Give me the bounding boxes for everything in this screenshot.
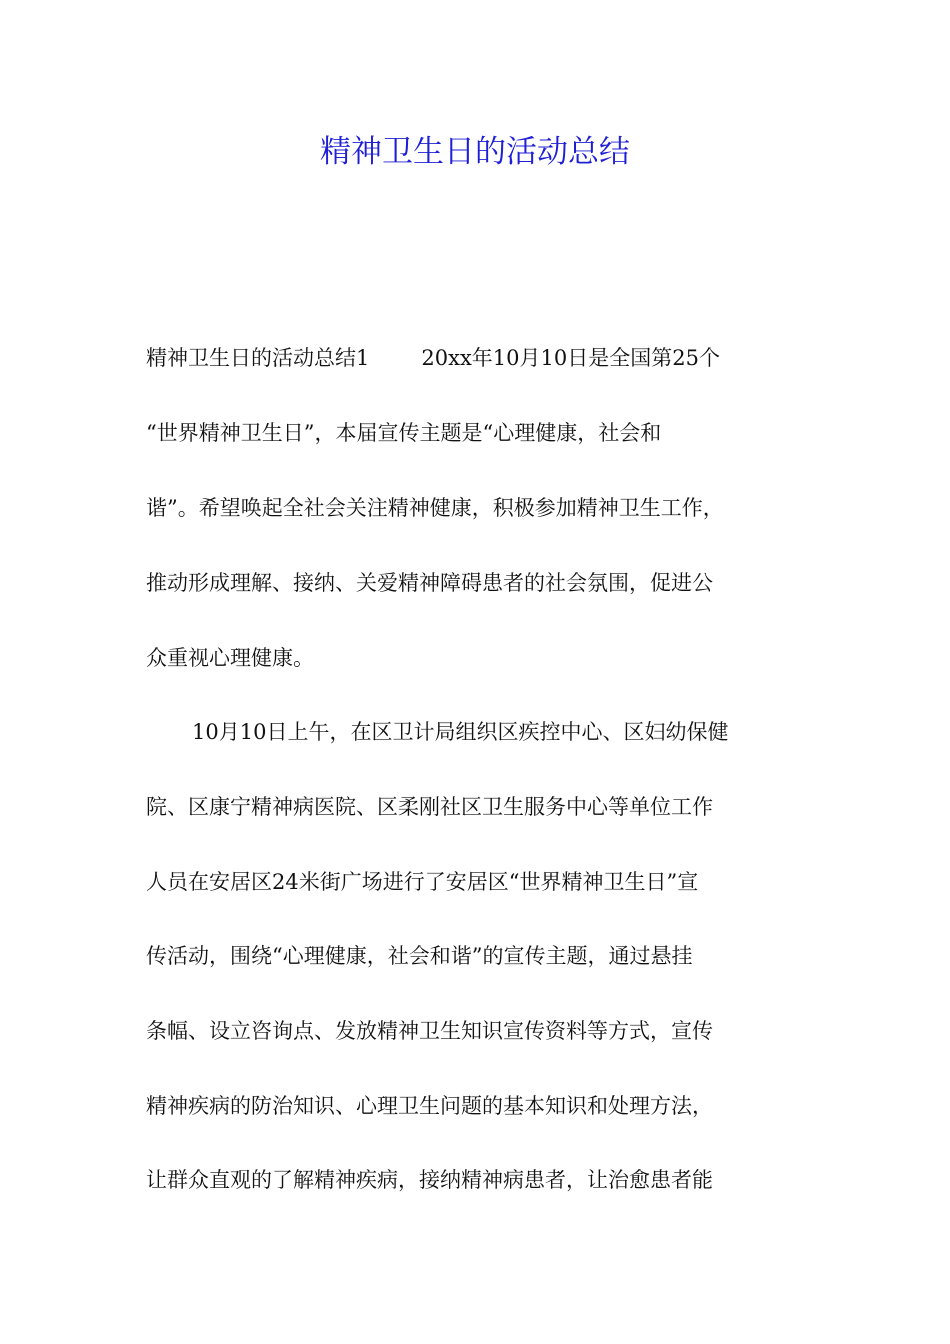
body-line-10: 条幅、设立咨询点、发放精神卫生知识宣传资料等方式，宣传 bbox=[146, 1019, 713, 1043]
body-line-7: 院、区康宁精神病医院、区柔刚社区卫生服务中心等单位工作 bbox=[146, 795, 713, 819]
body-line-1 bbox=[146, 340, 826, 376]
body-line-2: “世界精神卫生日”，本届宣传主题是“心理健康，社会和 bbox=[146, 421, 662, 445]
body-line-3: 谐”。希望唤起全社会关注精神健康，积极参加精神卫生工作， bbox=[146, 496, 724, 520]
section-heading: 精神卫生日的活动总结1 bbox=[146, 346, 370, 370]
body-line-12: 让群众直观的了解精神疾病，接纳精神病患者，让治愈患者能 bbox=[146, 1168, 713, 1192]
document-title: 精神卫生日的活动总结 bbox=[320, 134, 630, 170]
body-line-8: 人员在安居区24米街广场进行了安居区“世界精神卫生日”宣 bbox=[146, 870, 699, 894]
body-line-4: 推动形成理解、接纳、关爱精神障碍患者的社会氛围，促进公 bbox=[146, 571, 713, 595]
body-line-6: 10月10日上午，在区卫计局组织区疾控中心、区妇幼保健 bbox=[192, 720, 729, 744]
body-line-5: 众重视心理健康。 bbox=[146, 646, 314, 670]
body-line-11: 精神疾病的防治知识、心理卫生问题的基本知识和处理方法， bbox=[146, 1094, 713, 1118]
body-text: 20xx年10月10日是全国第25个 bbox=[421, 346, 720, 370]
body-line-9: 传活动，围绕“心理健康，社会和谐”的宣传主题，通过悬挂 bbox=[146, 944, 693, 968]
